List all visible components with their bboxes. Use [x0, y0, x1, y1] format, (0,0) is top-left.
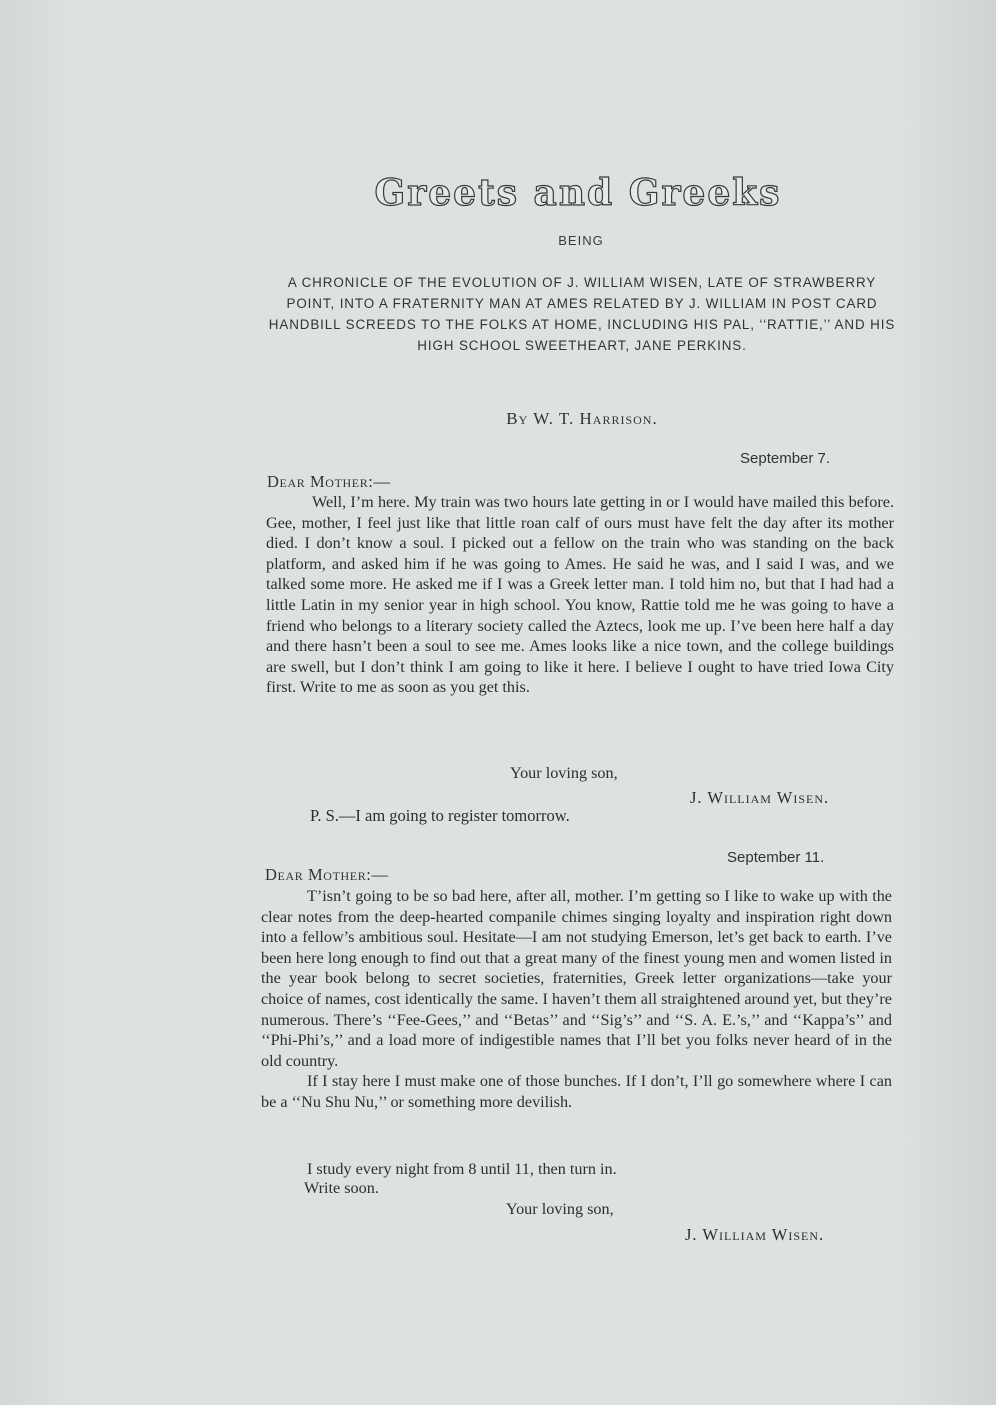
letter2-paragraph2: If I stay here I must make one of those bunches. If I don’t, I’ll go somewhere where I can be a ‘‘Nu Shu Nu,’’ or something more devilish. [261, 1072, 892, 1111]
letter1-body: Well, I’m here. My train was two hours late getting in or I would have mailed this before. Gee, mother, I feel just like that little roan calf of ours must have felt the day after its mother died. I don’t know a soul. I picked out a fellow on the train who was standing on the back platform, and asked him if he was going to Ames. He said he was, and I said I was, and we talked some more. He asked me if I was a Greek letter man. I told him no, but that I had had a little Latin in my senior year in high school. You know, Rattie told me he was going to have a friend who belongs to a literary society called the Aztecs, look me up. I’ve been here half a day and there hasn’t been a soul to see me. Ames looks like a nice town, and the college buildings are swell, but I don’t think I am going to like it here. I believe I ought to have tried Iowa City first. Write to me as soon as you get this. [266, 493, 894, 697]
letter2-write: Write soon. [304, 1179, 379, 1197]
letter2-paragraph1: T’isn’t going to be so bad here, after all, mother. I’m getting so I like to wake up with the clear notes from the deep-hearted companile chimes singing loyalty and inspiration right down into a fellow’s ambitious soul. Hesitate—I am not studying Emerson, let’s get back to earth. I’ve been here long enough to find out that a great many of the finest young men and women listed in the year book belong to secret societies, fraternities, Greek letter organizations—take your choice of names, cost identically the same. I haven’t them all straightened around yet, but they’re numerous. There’s ‘‘Fee-Gees,’’ and ‘‘Betas’’ and ‘‘Sig’s’’ and ‘‘S. A. E.’s,’’ and ‘‘Kappa’s’’ and ‘‘Phi-Phi’s,’’ and a load more of indigestible names that I’ll bet you folks never heard of in the old country. [261, 887, 892, 1070]
letter2-date: September 11. [727, 849, 825, 866]
article-title: Greets and Greeks [374, 172, 782, 214]
letter2-closing: Your loving son, [506, 1200, 614, 1218]
being-label: BEING [558, 233, 604, 248]
letter2-study: I study every night from 8 until 11, then turn in. [307, 1160, 617, 1178]
letter1-closing: Your loving son, [510, 764, 618, 782]
letter1-date: September 7. [740, 450, 831, 467]
letter2-body [261, 886, 892, 1113]
chronicle-subtitle: A CHRONICLE OF THE EVOLUTION OF J. WILLIAM WISEN, LATE OF STRAWBERRY POINT, INTO A FRATERNITY MAN AT AMES RELATED BY J. WILLIAM IN POST CARD HANDBILL SCREEDS TO THE FOLKS AT HOME, INCLUDING HIS PAL, ‘‘RATTIE,’’ AND HIS HIGH SCHOOL SWEETHEART, JANE PERKINS. [268, 275, 896, 353]
letter2-signature: J. William Wisen. [685, 1225, 825, 1244]
author-byline: By W. T. Harrison. [506, 409, 658, 428]
letter1-greeting: Dear Mother:— [267, 472, 391, 491]
letter2-greeting: Dear Mother:— [265, 865, 389, 884]
letter1-postscript: P. S.—I am going to register tomorrow. [310, 806, 570, 825]
letter1-signature: J. William Wisen. [690, 788, 830, 807]
